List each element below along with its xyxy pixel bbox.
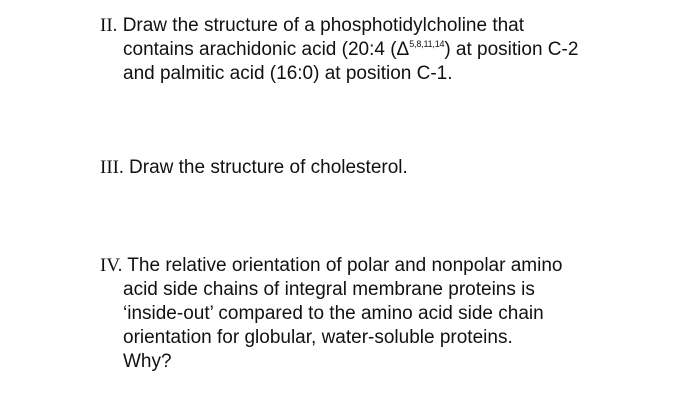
question-iv-line-2: acid side chains of integral membrane proteins is	[123, 279, 535, 300]
question-iv-line-5: Why?	[123, 351, 172, 372]
question-ii-numeral: II.	[100, 15, 118, 36]
question-iv-line-3: ‘inside-out’ compared to the amino acid side chain	[123, 303, 544, 324]
question-iv-line-4: orientation for globular, water-soluble proteins.	[123, 327, 513, 348]
question-iv-numeral: IV.	[100, 255, 123, 276]
question-iv	[100, 254, 660, 374]
delta-superscript: 5,8,11,14	[409, 39, 445, 49]
question-ii-text-2a: contains arachidonic acid (20:4 (Δ	[123, 39, 410, 60]
question-iii-text-1: Draw the structure of cholesterol.	[129, 157, 408, 178]
question-iv-line-1	[100, 254, 660, 278]
question-iii-line-1	[100, 156, 660, 180]
question-ii-line-3: and palmitic acid (16:0) at position C-1.	[123, 63, 453, 84]
question-ii	[100, 14, 660, 86]
question-ii-text-1: Draw the structure of a phosphotidylcholine that	[122, 15, 525, 36]
question-ii-line-1	[100, 14, 660, 38]
question-iii-numeral: III.	[100, 157, 124, 178]
question-ii-text-2b: ) at position C-2	[444, 39, 579, 60]
question-iii	[100, 156, 660, 180]
question-iv-text-1: The relative orientation of polar and nonpolar amino	[127, 255, 563, 276]
question-ii-line-2	[100, 38, 660, 62]
